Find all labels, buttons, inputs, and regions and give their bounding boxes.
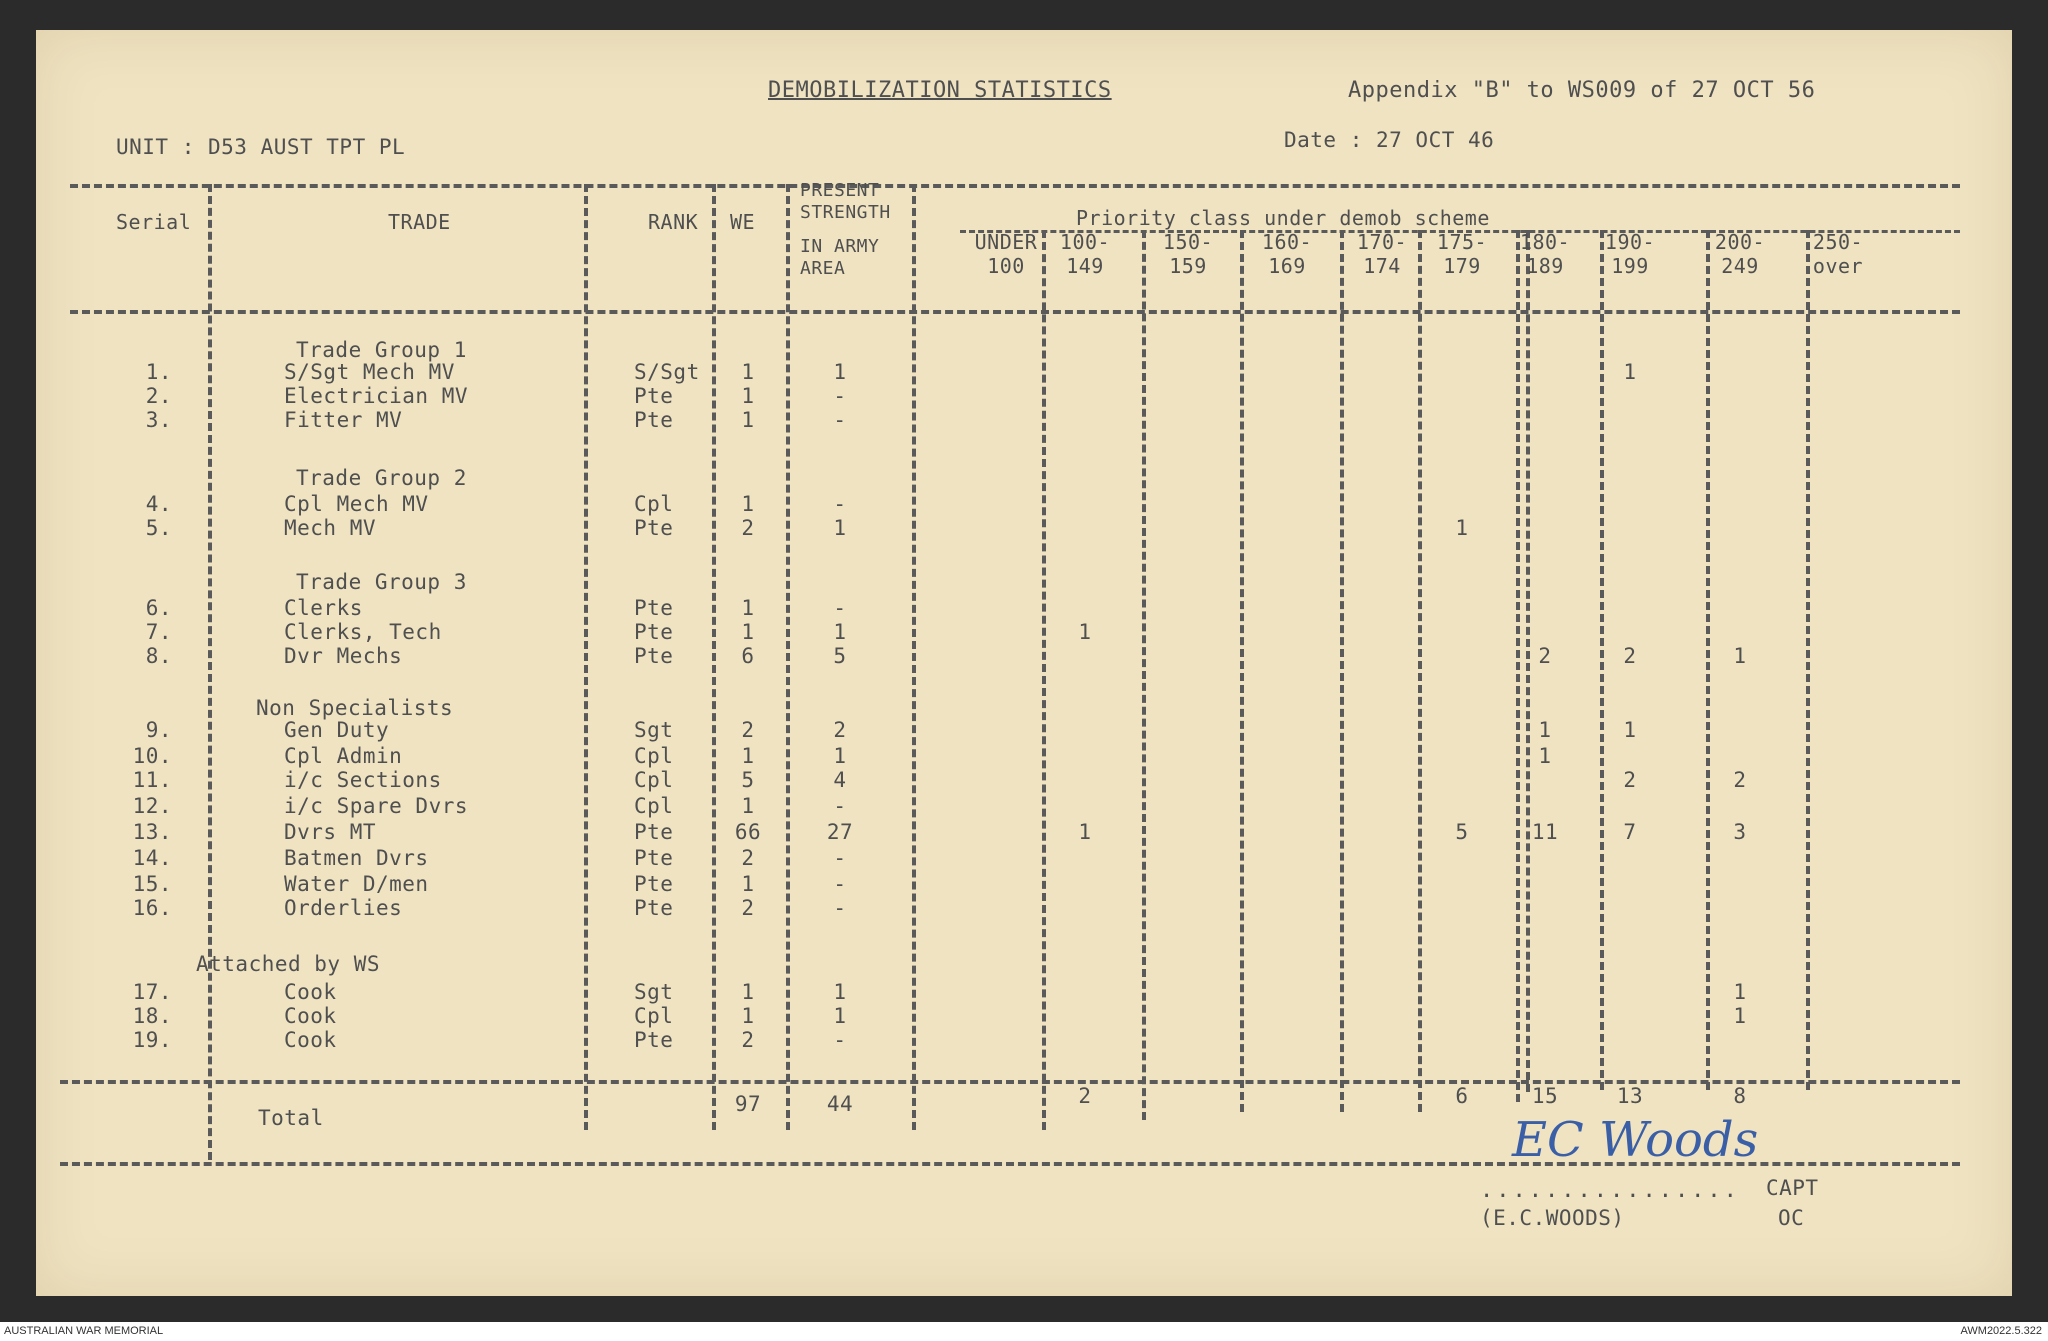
row-trade: i/c Spare Dvrs: [284, 794, 469, 818]
row-trade: Cpl Mech MV: [284, 492, 429, 516]
priority-class-header: 160-: [1261, 230, 1313, 254]
row-rank: Pte: [634, 384, 674, 408]
row-we: 1: [741, 794, 755, 818]
row-present-strength: 1: [833, 1004, 847, 1028]
row-trade: Orderlies: [284, 896, 403, 920]
priority-class-range: 199: [1611, 254, 1649, 278]
archive-footer: [0, 1322, 2048, 1341]
total-priority-value: 8: [1733, 1084, 1747, 1108]
header-present-4: AREA: [800, 258, 846, 279]
row-we: 1: [741, 980, 755, 1004]
row-rank: Cpl: [634, 744, 674, 768]
row-trade: Mech MV: [284, 516, 377, 540]
row-we: 66: [734, 820, 762, 844]
signoff-appointment: OC: [1778, 1206, 1805, 1230]
row-rank: Pte: [634, 516, 674, 540]
row-we: 5: [741, 768, 755, 792]
row-we: 2: [741, 896, 755, 920]
priority-class-range: over: [1812, 254, 1864, 278]
row-rank: Sgt: [634, 980, 674, 1004]
row-present-strength: -: [833, 408, 847, 432]
row-rank: Cpl: [634, 794, 674, 818]
priority-class-range: 189: [1526, 254, 1564, 278]
row-serial: 11.: [132, 768, 172, 792]
row-we: 1: [741, 492, 755, 516]
table-rule-vertical: [208, 184, 212, 1160]
priority-class-range: 169: [1268, 254, 1306, 278]
priority-class-header: 175-: [1436, 230, 1488, 254]
row-trade: Batmen Dvrs: [284, 846, 429, 870]
row-priority-value: 1: [1733, 1004, 1747, 1028]
row-priority-value: 1: [1455, 516, 1469, 540]
row-priority-value: 3: [1733, 820, 1747, 844]
row-serial: 8.: [145, 644, 172, 668]
row-trade: Cpl Admin: [284, 744, 403, 768]
row-serial: 9.: [145, 718, 172, 742]
row-serial: 4.: [145, 492, 172, 516]
row-priority-value: 1: [1078, 820, 1092, 844]
row-rank: Cpl: [634, 1004, 674, 1028]
group-heading-5: Attached by WS: [196, 952, 381, 976]
row-we: 1: [741, 620, 755, 644]
row-priority-value: 1: [1623, 360, 1637, 384]
row-present-strength: 1: [833, 744, 847, 768]
row-present-strength: 27: [826, 820, 854, 844]
priority-class-header: 190-: [1604, 230, 1656, 254]
row-present-strength: -: [833, 872, 847, 896]
row-serial: 16.: [132, 896, 172, 920]
header-serial: Serial: [116, 210, 192, 234]
total-priority-value: 13: [1616, 1084, 1644, 1108]
priority-class-range: 149: [1066, 254, 1104, 278]
row-trade: Fitter MV: [284, 408, 403, 432]
row-serial: 2.: [145, 384, 172, 408]
total-priority-value: 2: [1078, 1084, 1092, 1108]
row-trade: Water D/men: [284, 872, 429, 896]
row-we: 1: [741, 596, 755, 620]
group-heading-1: Trade Group 1: [296, 338, 467, 362]
signoff-name: (E.C.WOODS): [1480, 1206, 1625, 1230]
row-rank: Pte: [634, 644, 674, 668]
row-rank: Pte: [634, 846, 674, 870]
row-we: 1: [741, 408, 755, 432]
table-rule-vertical: [1340, 230, 1344, 1112]
row-priority-value: 2: [1538, 644, 1552, 668]
priority-class-header: 180-: [1519, 230, 1571, 254]
row-priority-value: 5: [1455, 820, 1469, 844]
row-priority-value: 1: [1733, 980, 1747, 1004]
priority-class-header: 250-: [1812, 230, 1864, 254]
row-we: 1: [741, 384, 755, 408]
row-serial: 1.: [145, 360, 172, 384]
header-present-2: STRENGTH: [800, 202, 891, 223]
row-we: 1: [741, 872, 755, 896]
row-serial: 15.: [132, 872, 172, 896]
header-we: WE: [730, 210, 756, 234]
header-present-3: IN ARMY: [800, 236, 880, 257]
row-we: 6: [741, 644, 755, 668]
footer-left: AUSTRALIAN WAR MEMORIAL: [4, 1325, 164, 1337]
footer-right: AWM2022.5.322: [1960, 1325, 2042, 1337]
unit-label: UNIT : D53 AUST TPT PL: [116, 135, 406, 159]
row-trade: Clerks, Tech: [284, 620, 442, 644]
header-trade: TRADE: [388, 210, 451, 234]
table-rule-vertical: [1806, 230, 1810, 1090]
total-label: Total: [258, 1106, 324, 1130]
row-rank: Pte: [634, 896, 674, 920]
row-rank: Pte: [634, 872, 674, 896]
row-priority-value: 1: [1538, 744, 1552, 768]
priority-class-header: 150-: [1162, 230, 1214, 254]
total-priority-value: 15: [1531, 1084, 1559, 1108]
row-serial: 13.: [132, 820, 172, 844]
row-serial: 5.: [145, 516, 172, 540]
row-serial: 12.: [132, 794, 172, 818]
row-present-strength: 5: [833, 644, 847, 668]
table-rule-horizontal: [70, 184, 1960, 188]
signoff-dots: ................: [1480, 1178, 1740, 1203]
row-priority-value: 2: [1623, 768, 1637, 792]
row-present-strength: -: [833, 896, 847, 920]
row-rank: S/Sgt: [634, 360, 700, 384]
table-rule-horizontal: [60, 1080, 1960, 1084]
row-present-strength: -: [833, 384, 847, 408]
row-priority-value: 7: [1623, 820, 1637, 844]
priority-class-range: 100: [987, 254, 1025, 278]
priority-class-header: 200-: [1714, 230, 1766, 254]
row-priority-value: 2: [1623, 644, 1637, 668]
row-we: 1: [741, 360, 755, 384]
row-trade: Dvrs MT: [284, 820, 377, 844]
row-rank: Cpl: [634, 492, 674, 516]
total-we: 97: [734, 1092, 762, 1116]
group-heading-2: Trade Group 2: [296, 466, 467, 490]
row-trade: Cook: [284, 1028, 337, 1052]
row-trade: i/c Sections: [284, 768, 442, 792]
table-rule-vertical: [1240, 230, 1244, 1112]
row-we: 1: [741, 1004, 755, 1028]
priority-class-header: 100-: [1059, 230, 1111, 254]
row-trade: Dvr Mechs: [284, 644, 403, 668]
row-rank: Sgt: [634, 718, 674, 742]
priority-class-header: UNDER: [974, 230, 1038, 254]
total-present-strength: 44: [826, 1092, 854, 1116]
row-present-strength: -: [833, 492, 847, 516]
row-serial: 14.: [132, 846, 172, 870]
group-heading-4: Non Specialists: [256, 696, 454, 720]
row-rank: Pte: [634, 408, 674, 432]
row-rank: Pte: [634, 1028, 674, 1052]
priority-class-range: 159: [1169, 254, 1207, 278]
table-rule-vertical: [584, 184, 588, 1130]
appendix-reference: Appendix "B" to WS009 of 27 OCT 56: [1348, 78, 1816, 103]
priority-class-range: 174: [1363, 254, 1401, 278]
row-serial: 18.: [132, 1004, 172, 1028]
row-present-strength: -: [833, 596, 847, 620]
row-we: 2: [741, 1028, 755, 1052]
priority-class-header: 170-: [1356, 230, 1408, 254]
row-we: 2: [741, 718, 755, 742]
row-present-strength: -: [833, 794, 847, 818]
row-present-strength: 1: [833, 980, 847, 1004]
row-we: 2: [741, 516, 755, 540]
row-present-strength: -: [833, 1028, 847, 1052]
row-trade: S/Sgt Mech MV: [284, 360, 455, 384]
row-rank: Pte: [634, 620, 674, 644]
row-present-strength: 4: [833, 768, 847, 792]
row-present-strength: 1: [833, 620, 847, 644]
row-serial: 17.: [132, 980, 172, 1004]
row-rank: Cpl: [634, 768, 674, 792]
row-priority-value: 11: [1531, 820, 1559, 844]
row-priority-value: 2: [1733, 768, 1747, 792]
row-trade: Clerks: [284, 596, 363, 620]
row-rank: Pte: [634, 820, 674, 844]
row-we: 2: [741, 846, 755, 870]
row-trade: Gen Duty: [284, 718, 390, 742]
row-rank: Pte: [634, 596, 674, 620]
row-serial: 7.: [145, 620, 172, 644]
header-rank: RANK: [648, 210, 699, 234]
priority-class-range: 179: [1443, 254, 1481, 278]
row-trade: Electrician MV: [284, 384, 469, 408]
table-rule-vertical: [1042, 230, 1046, 1130]
header-present-1: PRESENT: [800, 180, 880, 201]
row-serial: 19.: [132, 1028, 172, 1052]
table-rule-vertical: [1142, 230, 1146, 1120]
row-present-strength: -: [833, 846, 847, 870]
row-trade: Cook: [284, 1004, 337, 1028]
table-rule-horizontal: [70, 310, 1960, 314]
row-present-strength: 2: [833, 718, 847, 742]
total-priority-value: 6: [1455, 1084, 1469, 1108]
header-priority: Priority class under demob scheme: [1076, 206, 1490, 230]
row-we: 1: [741, 744, 755, 768]
row-priority-value: 1: [1733, 644, 1747, 668]
table-rule-vertical: [912, 184, 916, 1130]
table-rule-vertical: [1418, 230, 1422, 1112]
row-priority-value: 1: [1538, 718, 1552, 742]
row-trade: Cook: [284, 980, 337, 1004]
row-priority-value: 1: [1623, 718, 1637, 742]
document-title: DEMOBILIZATION STATISTICS: [768, 78, 1112, 103]
row-present-strength: 1: [833, 360, 847, 384]
priority-class-range: 249: [1721, 254, 1759, 278]
table-rule-vertical: [786, 184, 790, 1130]
date-label: Date : 27 OCT 46: [1284, 128, 1495, 152]
row-serial: 6.: [145, 596, 172, 620]
signature: EC Woods: [1512, 1112, 1759, 1168]
row-present-strength: 1: [833, 516, 847, 540]
signoff-rank: CAPT: [1766, 1176, 1819, 1200]
row-serial: 3.: [145, 408, 172, 432]
group-heading-3: Trade Group 3: [296, 570, 467, 594]
row-serial: 10.: [132, 744, 172, 768]
row-priority-value: 1: [1078, 620, 1092, 644]
